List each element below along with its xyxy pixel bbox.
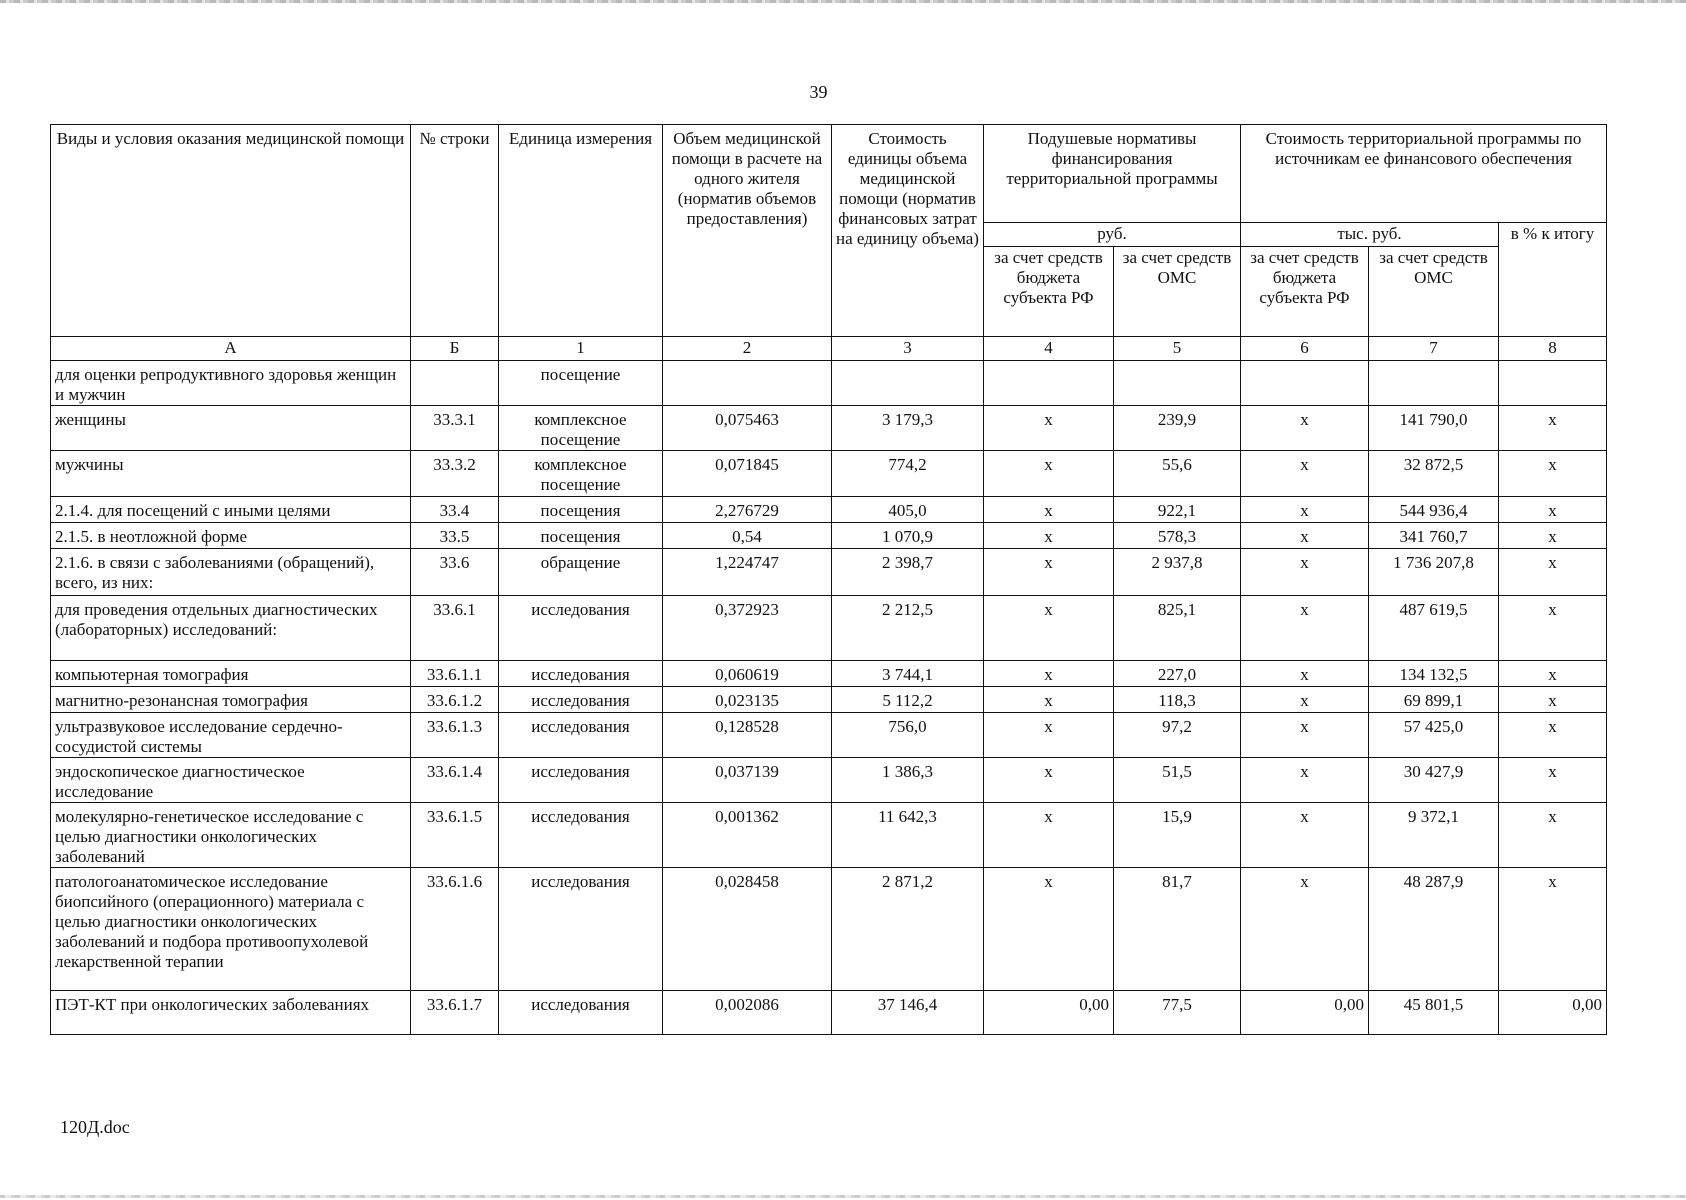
unit-cost-cell: 11 642,3	[832, 803, 984, 868]
table-row	[51, 497, 1607, 523]
percent-cell: х	[1499, 803, 1607, 868]
pc-oms-cell: 77,5	[1114, 991, 1241, 1035]
unit-cell: исследования	[499, 713, 663, 758]
unit-cell: посещения	[499, 523, 663, 549]
header-care-type: Виды и условия оказания медицинской помощи	[51, 125, 411, 337]
unit-cost-cell: 756,0	[832, 713, 984, 758]
unit-cell: исследования	[499, 758, 663, 803]
table-row	[51, 406, 1607, 451]
header-unit: Единица измерения	[499, 125, 663, 337]
table-container	[50, 124, 1607, 1035]
index-cell: Б	[411, 337, 499, 361]
percent-cell: х	[1499, 868, 1607, 991]
volume-cell: 0,54	[663, 523, 832, 549]
volume-cell: 0,071845	[663, 451, 832, 497]
row-number-cell: 33.5	[411, 523, 499, 549]
volume-cell: 2,276729	[663, 497, 832, 523]
unit-cost-cell: 774,2	[832, 451, 984, 497]
volume-cell: 1,224747	[663, 549, 832, 596]
unit-cost-cell: 1 386,3	[832, 758, 984, 803]
percent-cell: х	[1499, 687, 1607, 713]
pc-budget-cell: х	[984, 713, 1114, 758]
table-row	[51, 803, 1607, 868]
index-cell: 1	[499, 337, 663, 361]
table-body	[51, 361, 1607, 1035]
row-number-cell: 33.6.1.3	[411, 713, 499, 758]
pc-budget-cell: х	[984, 758, 1114, 803]
tc-oms-cell: 48 287,9	[1369, 868, 1499, 991]
row-number-cell: 33.6.1.4	[411, 758, 499, 803]
row-number-cell: 33.3.1	[411, 406, 499, 451]
percent-cell: х	[1499, 451, 1607, 497]
care-type-cell: мужчины	[51, 451, 411, 497]
unit-cell: исследования	[499, 868, 663, 991]
table-row	[51, 661, 1607, 687]
tc-budget-cell: х	[1241, 406, 1369, 451]
header-program-cost: Стоимость территориальной программы по источникам ее финансового обеспечения	[1241, 125, 1607, 223]
row-number-cell	[411, 361, 499, 406]
tc-oms-cell: 30 427,9	[1369, 758, 1499, 803]
unit-cell: исследования	[499, 687, 663, 713]
tc-oms-cell	[1369, 361, 1499, 406]
unit-cost-cell: 2 212,5	[832, 596, 984, 661]
table-row	[51, 713, 1607, 758]
volume-cell	[663, 361, 832, 406]
care-type-cell: 2.1.4. для посещений с иными целями	[51, 497, 411, 523]
tc-budget-cell: 0,00	[1241, 991, 1369, 1035]
pc-oms-cell: 118,3	[1114, 687, 1241, 713]
care-type-cell: магнитно-резонансная томография	[51, 687, 411, 713]
volume-cell: 0,060619	[663, 661, 832, 687]
table-row	[51, 549, 1607, 596]
percent-cell: х	[1499, 497, 1607, 523]
table-row	[51, 523, 1607, 549]
tc-budget-cell: х	[1241, 523, 1369, 549]
pc-oms-cell: 2 937,8	[1114, 549, 1241, 596]
page-number: 39	[809, 82, 828, 102]
unit-cost-cell: 37 146,4	[832, 991, 984, 1035]
percent-cell: х	[1499, 406, 1607, 451]
volume-cell: 0,075463	[663, 406, 832, 451]
header-per-capita: Подушевые нормативы финансирования территориальной программы	[984, 125, 1241, 223]
header-row-number: № строки	[411, 125, 499, 337]
pc-oms-cell: 239,9	[1114, 406, 1241, 451]
pc-oms-cell: 81,7	[1114, 868, 1241, 991]
scan-edge-bottom	[0, 1195, 1686, 1198]
row-number-cell: 33.6.1	[411, 596, 499, 661]
unit-cell: комплексное посещение	[499, 451, 663, 497]
unit-cell: посещение	[499, 361, 663, 406]
tc-oms-cell: 9 372,1	[1369, 803, 1499, 868]
header-volume: Объем медицинской помощи в расчете на одного жителя (норматив объемов предоставления)	[663, 125, 832, 337]
pc-budget-cell: х	[984, 549, 1114, 596]
care-type-cell: 2.1.5. в неотложной форме	[51, 523, 411, 549]
pc-oms-cell: 578,3	[1114, 523, 1241, 549]
table-row	[51, 596, 1607, 661]
tc-oms-cell: 57 425,0	[1369, 713, 1499, 758]
pc-budget-cell: х	[984, 451, 1114, 497]
scan-edge-top	[0, 0, 1686, 3]
percent-cell: х	[1499, 596, 1607, 661]
unit-cell: исследования	[499, 661, 663, 687]
percent-cell	[1499, 361, 1607, 406]
tc-budget-cell	[1241, 361, 1369, 406]
volume-cell: 0,002086	[663, 991, 832, 1035]
percent-cell: х	[1499, 523, 1607, 549]
row-number-cell: 33.6.1.5	[411, 803, 499, 868]
unit-cell: исследования	[499, 803, 663, 868]
tc-budget-cell: х	[1241, 713, 1369, 758]
tc-oms-cell: 141 790,0	[1369, 406, 1499, 451]
pc-oms-cell: 922,1	[1114, 497, 1241, 523]
header-tc-budget: за счет средств бюджета субъекта РФ	[1241, 247, 1369, 337]
pc-budget-cell: х	[984, 406, 1114, 451]
header-rub: руб.	[984, 223, 1241, 247]
row-number-cell: 33.6.1.1	[411, 661, 499, 687]
table-row	[51, 991, 1607, 1035]
pc-oms-cell: 15,9	[1114, 803, 1241, 868]
care-type-cell: патологоанатомическое исследование биопсийного (операционного) материала с целью диагностики онкологических заболеваний и подбора противоопухолевой лекарственной терапии	[51, 868, 411, 991]
tc-budget-cell: х	[1241, 497, 1369, 523]
header-thous-rub: тыс. руб.	[1241, 223, 1499, 247]
unit-cost-cell: 5 112,2	[832, 687, 984, 713]
pc-oms-cell: 55,6	[1114, 451, 1241, 497]
index-cell: 3	[832, 337, 984, 361]
row-number-cell: 33.6.1.6	[411, 868, 499, 991]
care-type-cell: 2.1.6. в связи с заболеваниями (обращений), всего, из них:	[51, 549, 411, 596]
care-type-cell: молекулярно-генетическое исследование с целью диагностики онкологических заболеваний	[51, 803, 411, 868]
pc-oms-cell: 227,0	[1114, 661, 1241, 687]
volume-cell: 0,128528	[663, 713, 832, 758]
unit-cell: обращение	[499, 549, 663, 596]
row-number-cell: 33.6.1.2	[411, 687, 499, 713]
tc-oms-cell: 45 801,5	[1369, 991, 1499, 1035]
index-cell: А	[51, 337, 411, 361]
percent-cell: 0,00	[1499, 991, 1607, 1035]
care-type-cell: для проведения отдельных диагностических (лабораторных) исследований:	[51, 596, 411, 661]
pc-budget-cell: х	[984, 497, 1114, 523]
care-type-cell: женщины	[51, 406, 411, 451]
pc-budget-cell: х	[984, 661, 1114, 687]
pc-budget-cell: х	[984, 868, 1114, 991]
pc-budget-cell: х	[984, 687, 1114, 713]
pc-oms-cell	[1114, 361, 1241, 406]
tc-oms-cell: 341 760,7	[1369, 523, 1499, 549]
index-cell: 7	[1369, 337, 1499, 361]
header-pc-budget: за счет средств бюджета субъекта РФ	[984, 247, 1114, 337]
row-number-cell: 33.3.2	[411, 451, 499, 497]
index-cell: 6	[1241, 337, 1369, 361]
volume-cell: 0,037139	[663, 758, 832, 803]
tc-budget-cell: х	[1241, 549, 1369, 596]
tc-budget-cell: х	[1241, 596, 1369, 661]
table-row	[51, 758, 1607, 803]
table-row	[51, 361, 1607, 406]
pc-budget-cell: х	[984, 596, 1114, 661]
table-row	[51, 451, 1607, 497]
volume-cell: 0,023135	[663, 687, 832, 713]
percent-cell: х	[1499, 661, 1607, 687]
index-cell: 5	[1114, 337, 1241, 361]
tc-oms-cell: 134 132,5	[1369, 661, 1499, 687]
row-number-cell: 33.6	[411, 549, 499, 596]
tc-budget-cell: х	[1241, 661, 1369, 687]
medical-care-table	[50, 124, 1607, 1035]
tc-budget-cell: х	[1241, 758, 1369, 803]
table-row	[51, 687, 1607, 713]
pc-oms-cell: 97,2	[1114, 713, 1241, 758]
unit-cell: исследования	[499, 596, 663, 661]
pc-budget-cell: х	[984, 803, 1114, 868]
unit-cost-cell	[832, 361, 984, 406]
tc-oms-cell: 544 936,4	[1369, 497, 1499, 523]
row-number-cell: 33.4	[411, 497, 499, 523]
percent-cell: х	[1499, 758, 1607, 803]
header-tc-oms: за счет средств ОМС	[1369, 247, 1499, 337]
tc-budget-cell: х	[1241, 451, 1369, 497]
header-unit-cost: Стоимость единицы объема медицинской помощи (норматив финансовых затрат на единицу объема)	[832, 125, 984, 337]
tc-oms-cell: 32 872,5	[1369, 451, 1499, 497]
header-percent-total: в % к итогу	[1499, 223, 1607, 337]
pc-oms-cell: 825,1	[1114, 596, 1241, 661]
volume-cell: 0,001362	[663, 803, 832, 868]
table-row	[51, 868, 1607, 991]
pc-budget-cell	[984, 361, 1114, 406]
index-cell: 2	[663, 337, 832, 361]
unit-cost-cell: 1 070,9	[832, 523, 984, 549]
care-type-cell: ПЭТ-КТ при онкологических заболеваниях	[51, 991, 411, 1035]
unit-cost-cell: 3 744,1	[832, 661, 984, 687]
unit-cost-cell: 405,0	[832, 497, 984, 523]
unit-cost-cell: 3 179,3	[832, 406, 984, 451]
index-cell: 8	[1499, 337, 1607, 361]
unit-cell: посещения	[499, 497, 663, 523]
unit-cell: комплексное посещение	[499, 406, 663, 451]
index-cell: 4	[984, 337, 1114, 361]
care-type-cell: ультразвуковое исследование сердечно-сосудистой системы	[51, 713, 411, 758]
care-type-cell: для оценки репродуктивного здоровья женщин и мужчин	[51, 361, 411, 406]
percent-cell: х	[1499, 713, 1607, 758]
tc-oms-cell: 69 899,1	[1369, 687, 1499, 713]
tc-oms-cell: 1 736 207,8	[1369, 549, 1499, 596]
care-type-cell: компьютерная томография	[51, 661, 411, 687]
pc-oms-cell: 51,5	[1114, 758, 1241, 803]
care-type-cell: эндоскопическое диагностическое исследование	[51, 758, 411, 803]
unit-cell: исследования	[499, 991, 663, 1035]
row-number-cell: 33.6.1.7	[411, 991, 499, 1035]
volume-cell: 0,372923	[663, 596, 832, 661]
pc-budget-cell: 0,00	[984, 991, 1114, 1035]
pc-budget-cell: х	[984, 523, 1114, 549]
tc-budget-cell: х	[1241, 803, 1369, 868]
unit-cost-cell: 2 398,7	[832, 549, 984, 596]
tc-budget-cell: х	[1241, 868, 1369, 991]
volume-cell: 0,028458	[663, 868, 832, 991]
document-filename: 120Д.doc	[60, 1117, 130, 1137]
percent-cell: х	[1499, 549, 1607, 596]
header-pc-oms: за счет средств ОМС	[1114, 247, 1241, 337]
unit-cost-cell: 2 871,2	[832, 868, 984, 991]
tc-oms-cell: 487 619,5	[1369, 596, 1499, 661]
tc-budget-cell: х	[1241, 687, 1369, 713]
